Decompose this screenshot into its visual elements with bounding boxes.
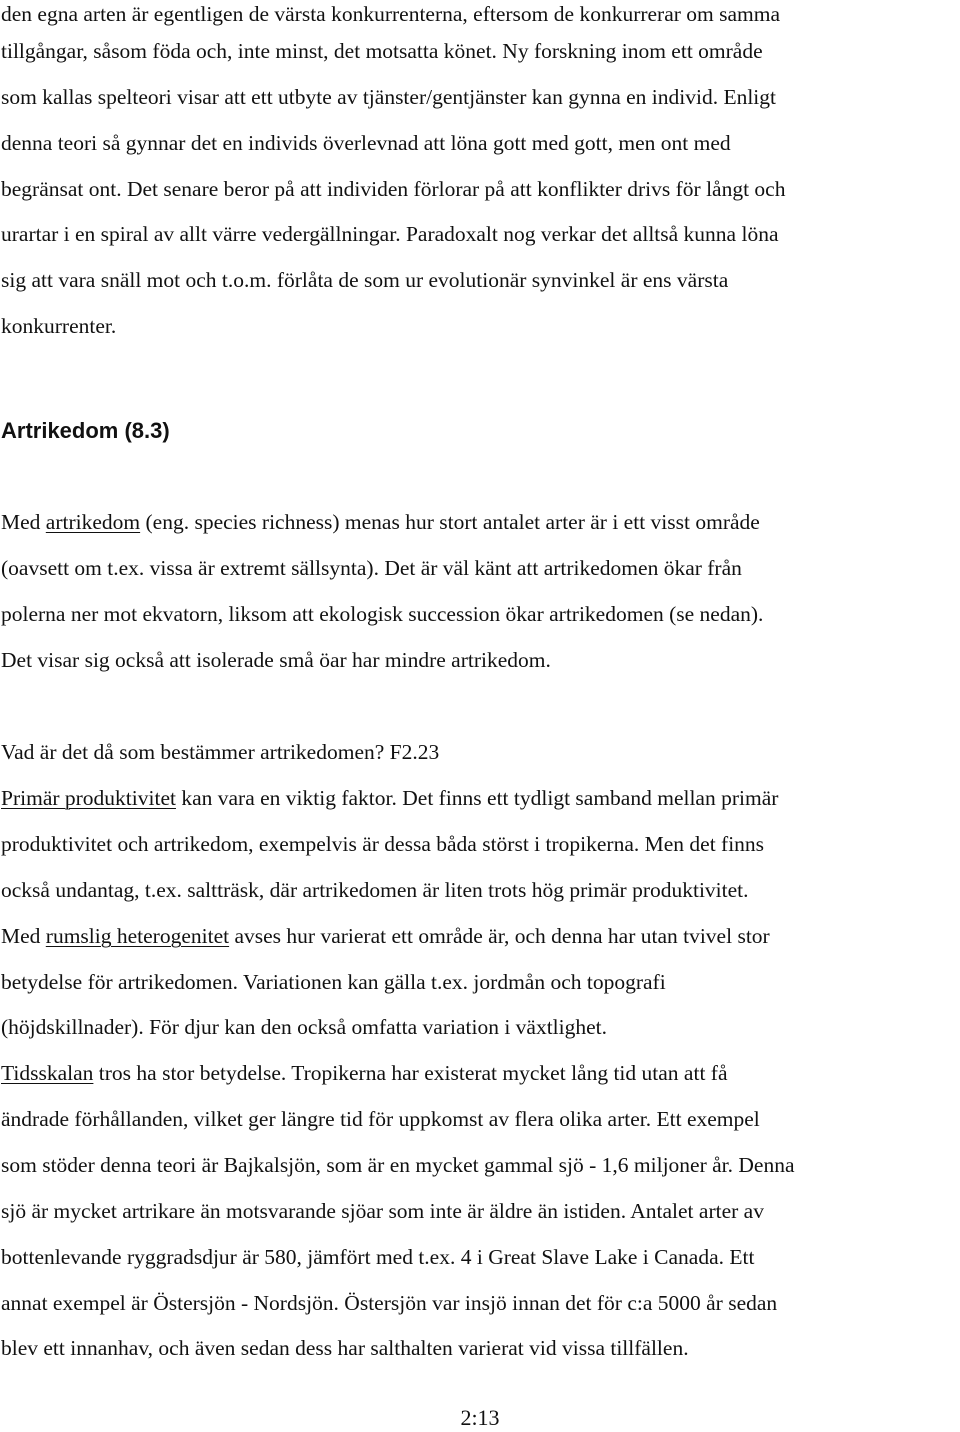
paragraph-line: som kallas spelteori visar att ett utbyte av tjänster/gentjänster kan gynna en individ. Enligt [1, 85, 777, 109]
text-run: tros ha stor betydelse. Tropikerna har existerat mycket lång tid utan att få [93, 1061, 728, 1085]
text-run: avses hur varierat ett område är, och denna har utan tvivel stor [229, 924, 770, 948]
paragraph-line: urartar i en spiral av allt värre vedergällningar. Paradoxalt nog verkar det alltså kunna löna [1, 222, 779, 246]
paragraph-line: som stöder denna teori är Bajkalsjön, som är en mycket gammal sjö - 1,6 miljoner år. Denna [1, 1153, 795, 1177]
text-run: kan vara en viktig faktor. Det finns ett tydligt samband mellan primär [175, 786, 779, 810]
paragraph-line: den egna arten är egentligen de värsta konkurrenterna, eftersom de konkurrerar om samma [1, 2, 781, 26]
underlined-term: Primär produktivitet [1, 786, 176, 810]
paragraph-line: betydelse för artrikedomen. Variationen kan gälla t.ex. jordmån och topografi [1, 970, 666, 994]
paragraph-line: (höjdskillnader). För djur kan den också omfatta variation i växtlighet. [1, 1015, 608, 1039]
paragraph-line: polerna ner mot ekvatorn, liksom att ekologisk succession ökar artrikedomen (se nedan). [1, 602, 764, 626]
text-run: Med [1, 510, 46, 534]
underlined-term: rumslig heterogenitet [45, 924, 230, 948]
paragraph-line: också undantag, t.ex. saltträsk, där artrikedomen är liten trots hög primär produktivitet. [1, 878, 749, 902]
question-line: Vad är det då som bestämmer artrikedomen? F2.23 [1, 740, 440, 764]
paragraph-line [1, 508, 760, 536]
paragraph-line: konkurrenter. [1, 314, 117, 338]
underlined-term: Tidsskalan [1, 1061, 94, 1085]
paragraph-line: bottenlevande ryggradsdjur är 580, jämfört med t.ex. 4 i Great Slave Lake i Canada. Ett [1, 1245, 755, 1269]
paragraph-line: produktivitet och artrikedom, exempelvis är dessa båda störst i tropikerna. Men det finns [1, 832, 765, 856]
paragraph-line [1, 1059, 728, 1087]
paragraph-line: annat exempel är Östersjön - Nordsjön. Östersjön var insjö innan det för c:a 5000 år sedan [1, 1291, 778, 1315]
section-heading: Artrikedom (8.3) [1, 418, 170, 443]
paragraph-line: blev ett innanhav, och även sedan dess har salthalten varierat vid vissa tillfällen. [1, 1336, 689, 1360]
paragraph-line: ändrade förhållanden, vilket ger längre tid för uppkomst av flera olika arter. Ett exempel [1, 1107, 760, 1131]
paragraph-line: sig att vara snäll mot och t.o.m. förlåta de som ur evolutionär synvinkel är ens värsta [1, 268, 729, 292]
text-run: (eng. species richness) menas hur stort antalet arter är i ett visst område [140, 510, 760, 534]
paragraph-line: Det visar sig också att isolerade små öar har mindre artrikedom. [1, 648, 551, 672]
paragraph-line: (oavsett om t.ex. vissa är extremt sällsynta). Det är väl känt att artrikedomen ökar från [1, 556, 742, 580]
paragraph-line: sjö är mycket artrikare än motsvarande sjöar som inte är äldre än istiden. Antalet arter av [1, 1199, 764, 1223]
paragraph-line [1, 922, 770, 950]
paragraph-line: tillgångar, såsom föda och, inte minst, det motsatta könet. Ny forskning inom ett område [1, 39, 763, 63]
paragraph-line: begränsat ont. Det senare beror på att individen förlorar på att konflikter drivs för långt och [1, 177, 786, 201]
page-number: 2:13 [460, 1405, 500, 1430]
paragraph-line [1, 784, 778, 812]
underlined-term: artrikedom [45, 510, 141, 534]
paragraph-line: denna teori så gynnar det en individs överlevnad att löna gott med gott, men ont med [1, 131, 731, 155]
text-run: Med [1, 924, 46, 948]
